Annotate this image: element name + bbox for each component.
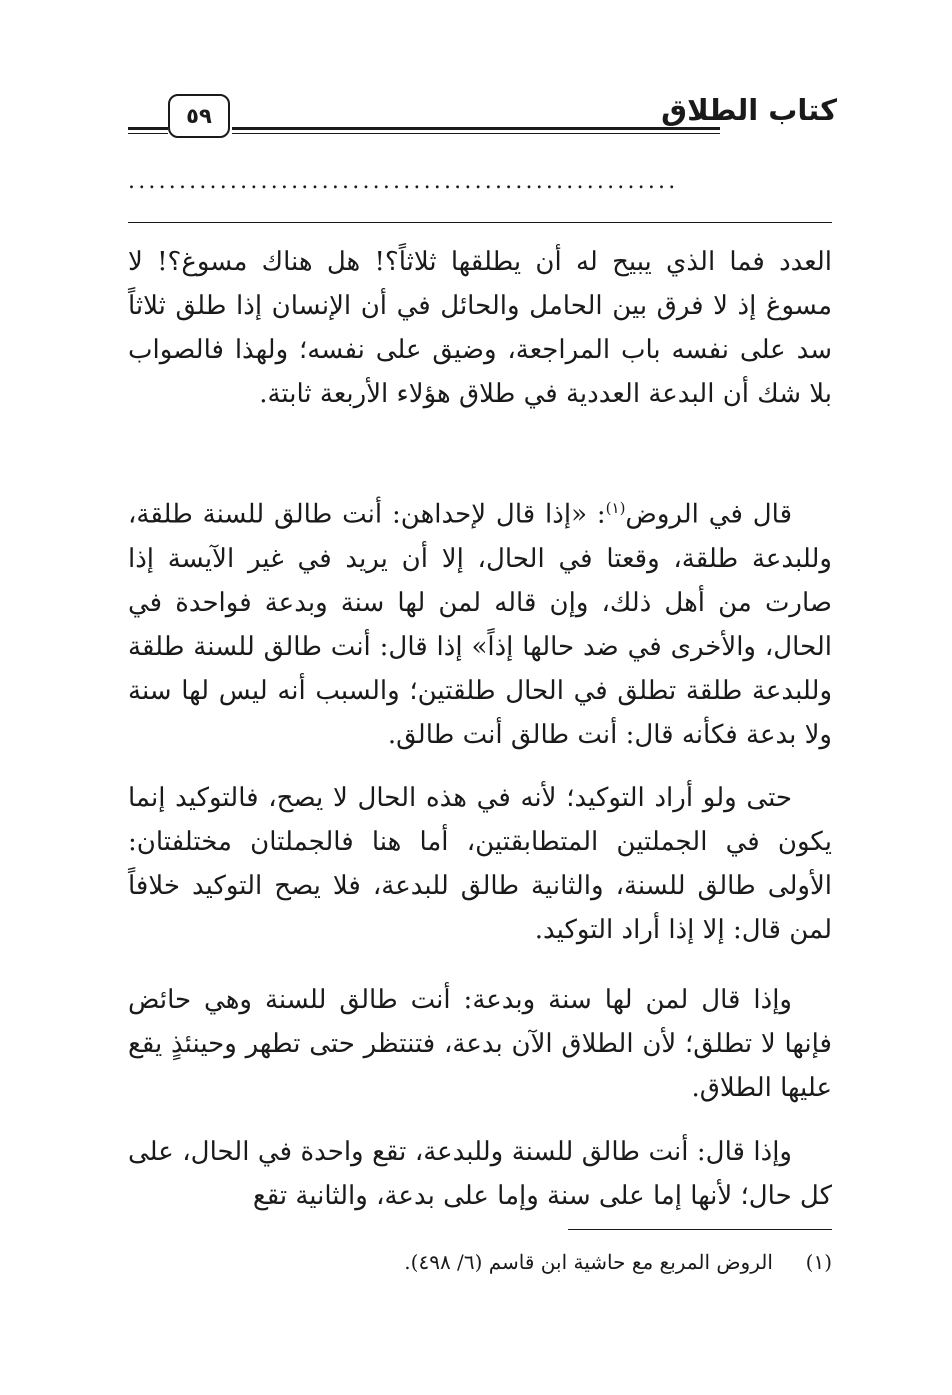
footnote-marker: (١) <box>805 1250 832 1274</box>
paragraph-1: العدد فما الذي يبيح له أن يطلقها ثلاثاً؟! هل هناك مسوغ؟! لا مسوغ إذ لا فرق بين الحامل والحائل في أن الإنسان إذا طلق ثلاثاً سد على نفسه باب المراجعة، وضيق على نفسه؛ ولهذا فالصواب بلا شك أن البدعة العددية في طلاق هؤلاء الأربعة ثابتة. <box>128 247 832 409</box>
header-rule-left-thin <box>128 133 168 134</box>
footnote <box>128 1248 832 1276</box>
header-rule-left-thick <box>128 127 168 130</box>
quote-lead: قال في الروض <box>625 499 793 530</box>
page-number: ٥٩ <box>186 104 212 128</box>
header-rule-thick <box>232 127 720 130</box>
footnote-ref: (١) <box>605 499 626 517</box>
dotted-separator: ...................................................... <box>128 172 679 192</box>
quote-body: : «إذا قال لإحداهن: أنت طالق للسنة طلقة، وللبدعة طلقة، وقعتا في الحال، إلا أن يريد في غير الآيسة إذا صارت من أهل ذلك، وإن قاله لمن لها سنة وبدعة فواحدة في الحال، والأخرى في ضد حالها إذاً» إذا قال: أنت طالق للسنة طلقة وللبدعة طلقة تطلق في الحال طلقتين؛ والسبب أنه ليس لها سنة ولا بدعة فكأنه قال: أنت طالق أنت طالق. <box>128 499 832 750</box>
footnote-text: الروض المربع مع حاشية ابن قاسم (٦/ ٤٩٨). <box>404 1250 773 1274</box>
footnote-rule <box>568 1229 832 1230</box>
paragraph-2 <box>128 486 832 757</box>
paragraph-5: وإذا قال: أنت طالق للسنة وللبدعة، تقع واحدة في الحال، على كل حال؛ لأنها إما على سنة وإما على بدعة، والثانية تقع <box>128 1137 832 1211</box>
running-title: كتاب الطلاق <box>661 93 837 127</box>
paragraph-4: وإذا قال لمن لها سنة وبدعة: أنت طالق للسنة وهي حائض فإنها لا تطلق؛ لأن الطلاق الآن بدعة، فتنتظر حتى تطهر وحينئذٍ يقع عليها الطلاق. <box>128 985 832 1103</box>
header-rule-thin <box>232 133 720 134</box>
paragraph-3: حتى ولو أراد التوكيد؛ لأنه في هذه الحال لا يصح، فالتوكيد إنما يكون في الجملتين المتطابقتين، أما هنا فالجملتان مختلفتان: الأولى طالق للسنة، والثانية طالق للبدعة، فلا يصح التوكيد خلافاً لمن قال: إلا إذا أراد التوكيد. <box>128 783 832 945</box>
header-bottom-rule <box>128 222 832 223</box>
page-number-box <box>168 94 230 138</box>
